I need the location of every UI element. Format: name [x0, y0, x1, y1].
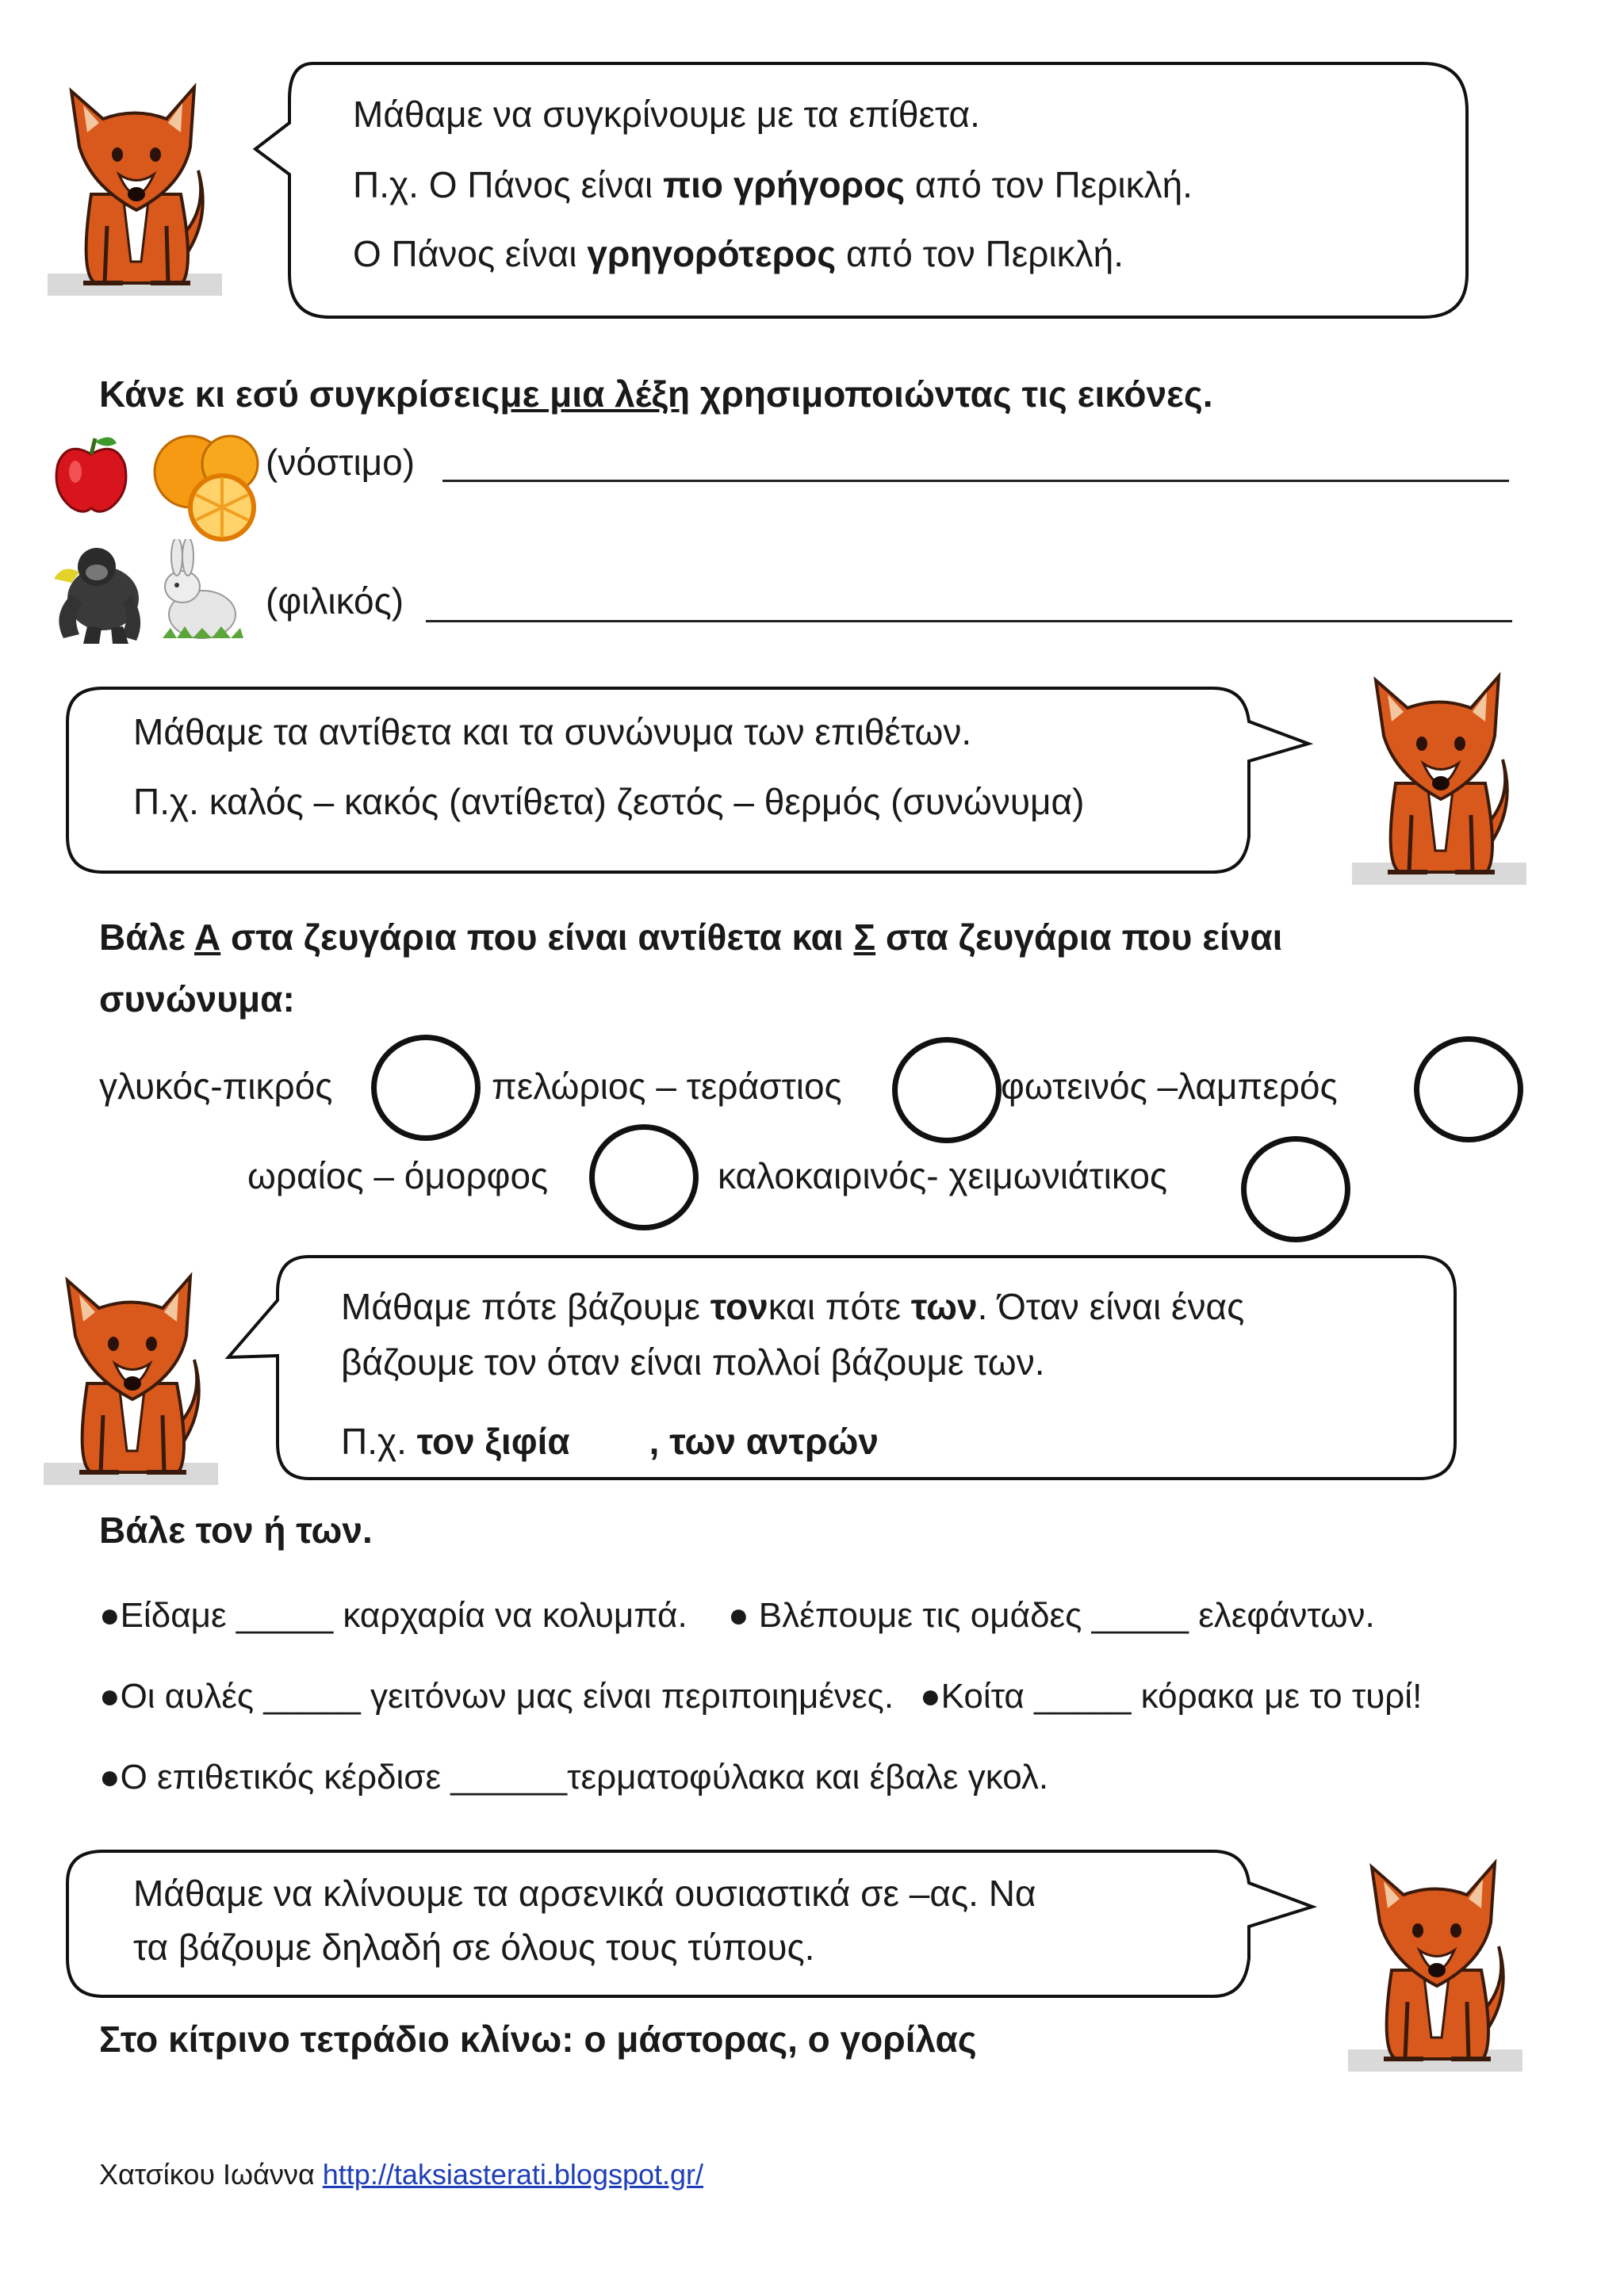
blank[interactable]: _____: [263, 1677, 361, 1716]
bubble3-line1: Μάθαμε πότε βάζουμε τονκαι πότε των. Όταν είναι ένας: [341, 1286, 1245, 1327]
fox-mascot-icon: [1352, 664, 1542, 886]
task1-heading: Κάνε κι εσύ συγκρίσειςμε μια λέξη χρησιμοποιώντας τις εικόνες.: [99, 373, 1213, 415]
task4-heading: Στο κίτρινο τετράδιο κλίνω: ο μάστορας, ο γορίλας: [99, 2019, 977, 2060]
exercise-row2b: ●Κοίτα _____ κόρακα με το τυρί!: [920, 1677, 1423, 1716]
answer-line-friendly[interactable]: [426, 620, 1512, 622]
exercise-row1a: ●Είδαμε _____ καρχαρία να κολυμπά.: [99, 1596, 688, 1635]
footer-author: Χατσίκου Ιωάννα: [99, 2158, 323, 2191]
task3-heading: Βάλε τον ή των.: [99, 1510, 373, 1551]
bubble3-line2: βάζουμε τον όταν είναι πολλοί βάζουμε των.: [341, 1341, 1045, 1383]
footer-link[interactable]: http://taksiasterati.blogspot.gr/: [322, 2158, 704, 2191]
task1-item-tasty: (νόστιμο): [266, 442, 416, 483]
bubble2-line1: Μάθαμε τα αντίθετα και τα συνώνυμα των επιθέτων.: [133, 711, 972, 752]
gorilla-icon: [48, 539, 151, 646]
exercise-row3: ●Ο επιθετικός κέρδισε ______τερματοφύλακα και έβαλε γκολ.: [99, 1758, 1049, 1797]
bubble1-line2: Π.χ. Ο Πάνος είναι πιο γρήγορος από τον Περικλή.: [353, 164, 1193, 205]
oranges-icon: [143, 428, 262, 543]
rabbit-icon: [155, 539, 246, 646]
answer-circle-1[interactable]: [371, 1035, 481, 1141]
task1-item-friendly: (φιλικός): [266, 580, 404, 622]
pair-bright-shining: φωτεινός –λαμπερός: [1001, 1066, 1338, 1107]
bubble4-line1: Μάθαμε να κλίνουμε τα αρσενικά ουσιαστικά σε –ας. Να: [133, 1873, 1036, 1914]
apple-icon: [52, 432, 131, 519]
pair-huge-enormous: πελώριος – τεράστιος: [492, 1066, 842, 1107]
exercise-row2a: ●Οι αυλές _____ γειτόνων μας είναι περιποιημένες.: [99, 1677, 894, 1716]
exercise-row1b: ● Βλέπουμε τις ομάδες _____ ελεφάντων.: [728, 1596, 1375, 1635]
footer: [99, 2158, 703, 2191]
bubble2-line2: Π.χ. καλός – κακός (αντίθετα) ζεστός – θερμός (συνώνυμα): [133, 781, 1085, 822]
pair-sweet-bitter: γλυκός-πικρός: [99, 1066, 333, 1107]
answer-circle-2[interactable]: [892, 1037, 1002, 1143]
answer-circle-3[interactable]: [1414, 1036, 1523, 1142]
task2-heading-line2: συνώνυμα:: [99, 978, 295, 1020]
bubble3-line3: Π.χ. τον ξιφία , των αντρών: [341, 1421, 879, 1462]
blank[interactable]: ______: [450, 1758, 568, 1797]
bubble4-line2: τα βάζουμε δηλαδή σε όλους τους τύπους.: [133, 1927, 815, 1968]
pair-summer-winter: καλοκαιρινός- χειμωνιάτικος: [718, 1155, 1168, 1196]
task2-heading: Βάλε Α στα ζευγάρια που είναι αντίθετα και Σ στα ζευγάρια που είναι: [99, 916, 1283, 958]
bubble1-line1: Μάθαμε να συγκρίνουμε με τα επίθετα.: [353, 94, 980, 135]
blank[interactable]: _____: [1091, 1596, 1189, 1635]
pair-beautiful-pretty: ωραίος – όμορφος: [247, 1155, 549, 1196]
blank[interactable]: _____: [1034, 1677, 1132, 1716]
fox-mascot-icon: [48, 75, 238, 297]
blank[interactable]: _____: [236, 1596, 334, 1635]
bubble1-line3: Ο Πάνος είναι γρηγορότερος από τον Περικλή.: [353, 233, 1124, 274]
answer-circle-5[interactable]: [1241, 1136, 1350, 1242]
fox-mascot-icon: [1348, 1851, 1538, 2073]
answer-line-tasty[interactable]: [442, 480, 1509, 482]
fox-mascot-icon: [44, 1265, 234, 1487]
answer-circle-4[interactable]: [589, 1124, 699, 1230]
